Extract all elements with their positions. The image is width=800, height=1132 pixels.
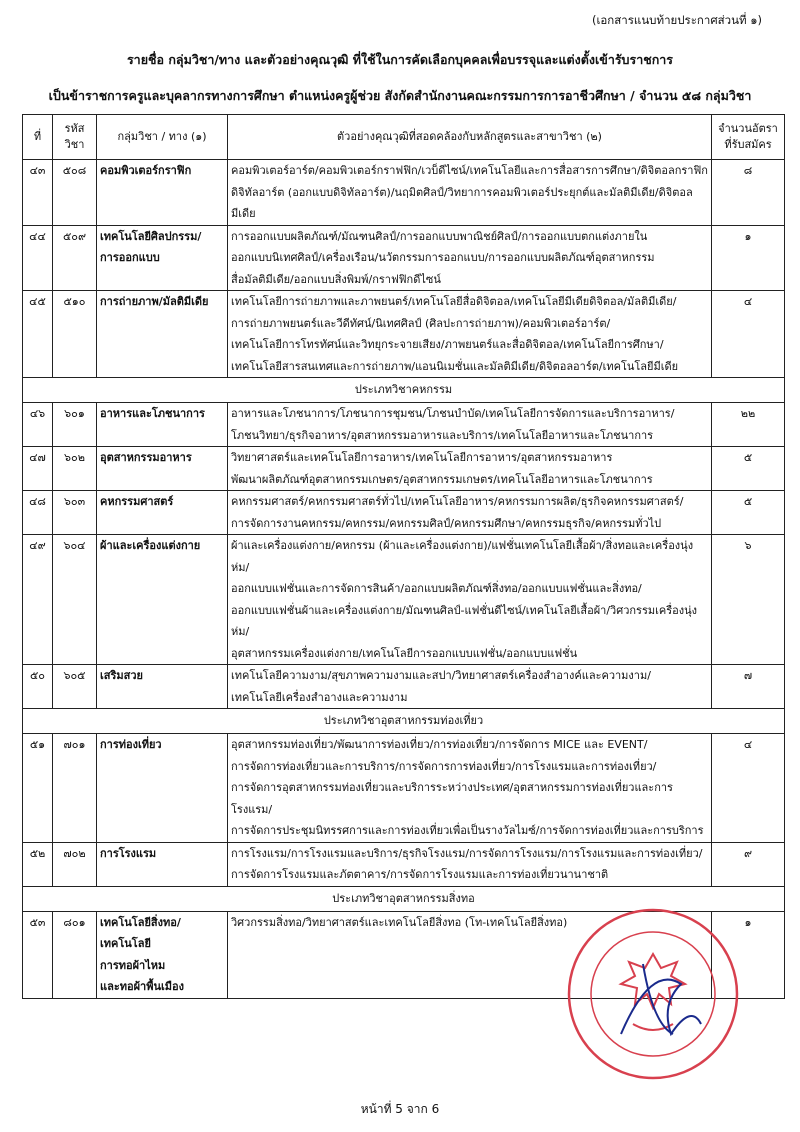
table-row — [23, 403, 785, 447]
row-number: ๔๓ — [23, 160, 53, 226]
row-number: ๔๘ — [23, 491, 53, 535]
subject-code: ๖๐๑ — [53, 403, 97, 447]
row-number: ๕๑ — [23, 734, 53, 843]
subject-code: ๗๐๑ — [53, 734, 97, 843]
subject-name: เสริมสวย — [97, 665, 228, 709]
section-heading: ประเภทวิชาอุตสาหกรรมสิ่งทอ — [23, 886, 785, 911]
qualifications: วิศวกรรมสิ่งทอ/วิทยาศาสตร์และเทคโนโลยีสิ่งทอ (โท-เทคโนโลยีสิ่งทอ) — [228, 911, 712, 998]
quota-count: ๗ — [712, 665, 785, 709]
subject-name: คหกรรมศาสตร์ — [97, 491, 228, 535]
subject-code: ๖๐๕ — [53, 665, 97, 709]
qualifications: อุตสาหกรรมท่องเที่ยว/พัฒนาการท่องเที่ยว/การท่องเที่ยว/การจัดการ MICE และ EVENT/ การจัดการท่องเที่ยวและการบริการ/การจัดการการท่องเที่ยว/การโรงแรมและการท่องเที่ยว/ การจัดการอุตสาหกรรมท่องเที่ยวและบริการระหว่างประเทศ/อุตสาหกรรมการท่องเที่ยวและการโรงแรม/ การจัดการประชุมนิทรรศการและการท่องเที่ยวเพื่อเป็นรางวัลไมซ์/การจัดการท่องเที่ยวและการบริการ — [228, 734, 712, 843]
official-seal — [563, 904, 743, 1084]
subject-code: ๕๐๘ — [53, 160, 97, 226]
quota-count: ๙ — [712, 842, 785, 886]
row-number: ๕๒ — [23, 842, 53, 886]
qualifications: ผ้าและเครื่องแต่งกาย/คหกรรม (ผ้าและเครื่องแต่งกาย)/แฟชั่นเทคโนโลยีเสื้อผ้า/สิ่งทอและเครื่องนุ่งห่ม/ ออกแบบแฟชั่นและการจัดการสินค้า/ออกแบบผลิตภัณฑ์สิ่งทอ/ออกแบบแฟชั่นและสิ่งทอ/ ออกแบบแฟชั่นผ้าและเครื่องแต่งกาย/มัณฑนศิลป์-แฟชั่นดีไซน์/เทคโนโลยีเสื้อผ้า/วิศวกรรมเครื่องนุ่งห่ม/ อุตสาหกรรมเครื่องแต่งกาย/เทคโนโลยีการออกแบบแฟชั่น/ออกแบบแฟชั่น — [228, 535, 712, 665]
quota-count: ๔ — [712, 734, 785, 843]
subject-code: ๖๐๒ — [53, 447, 97, 491]
qualifications: เทคโนโลยีความงาม/สุขภาพความงามและสปา/วิทยาศาสตร์เครื่องสำอางค์และความงาม/ เทคโนโลยีเครื่องสำอางและความงาม — [228, 665, 712, 709]
quota-count: ๑ — [712, 225, 785, 291]
section-heading: ประเภทวิชาคหกรรม — [23, 378, 785, 403]
row-number: ๕๓ — [23, 911, 53, 998]
row-number: ๔๖ — [23, 403, 53, 447]
subject-name: เทคโนโลยีสิ่งทอ/เทคโนโลยี การทอผ้าไหม และทอผ้าพื้นเมือง — [97, 911, 228, 998]
document-title-line-2: เป็นข้าราชการครูและบุคลากรทางการศึกษา ตำแหน่งครูผู้ช่วย สังกัดสำนักงานคณะกรรมการการอาชีวศึกษา / จำนวน ๕๘ กลุ่มวิชา — [48, 88, 752, 103]
table-row — [23, 842, 785, 886]
section-row — [23, 709, 785, 734]
subject-name: เทคโนโลยีศิลปกรรม/ การออกแบบ — [97, 225, 228, 291]
subject-code: ๕๐๙ — [53, 225, 97, 291]
quota-count: ๕ — [712, 447, 785, 491]
subject-table — [22, 114, 785, 999]
qualifications: วิทยาศาสตร์และเทคโนโลยีการอาหาร/เทคโนโลยีการอาหาร/อุตสาหกรรมอาหาร พัฒนาผลิตภัณฑ์อุตสาหกรรมเกษตร/อุตสาหกรรมเกษตร/เทคโนโลยีอาหารและโภชนาการ — [228, 447, 712, 491]
qualifications: คหกรรมศาสตร์/คหกรรมศาสตร์ทั่วไป/เทคโนโลยีอาหาร/คหกรรมการผลิต/ธุรกิจคหกรรมศาสตร์/ การจัดการงานคหกรรม/คหกรรม/คหกรรมศิลป์/คหกรรมศึกษา/คหกรรมธุรกิจ/คหกรรมทั่วไป — [228, 491, 712, 535]
qualifications: การออกแบบผลิตภัณฑ์/มัณฑนศิลป์/การออกแบบพาณิชย์ศิลป์/การออกแบบตกแต่งภายใน ออกแบบนิเทศศิลป์/เครื่องเรือน/นวัตกรรมการออกแบบ/การออกแบบผลิตภัณฑ์อุตสาหกรรม สื่อมัลติมีเดีย/ออกแบบสิ่งพิมพ์/กราฟฟิกดีไซน์ — [228, 225, 712, 291]
header-quota: จำนวนอัตรา ที่รับสมัคร — [712, 115, 785, 160]
qualifications: การโรงแรม/การโรงแรมและบริการ/ธุรกิจโรงแรม/การจัดการโรงแรม/การโรงแรมและการท่องเที่ยว/ การจัดการโรงแรมและภัตตาคาร/การจัดการโรงแรมและการท่องเที่ยวนานาชาติ — [228, 842, 712, 886]
row-number: ๔๔ — [23, 225, 53, 291]
row-number: ๔๙ — [23, 535, 53, 665]
subject-name: การท่องเที่ยว — [97, 734, 228, 843]
subject-name: อุตสาหกรรมอาหาร — [97, 447, 228, 491]
subject-code: ๕๑๐ — [53, 291, 97, 378]
qualifications: เทคโนโลยีการถ่ายภาพและภาพยนตร์/เทคโนโลยีสื่อดิจิตอล/เทคโนโลยีมีเดียดิจิตอล/มัลติมีเดีย/ การถ่ายภาพยนตร์และวีดีทัศน์/นิเทศศิลป์ (ศิลปะการถ่ายภาพ)/คอมพิวเตอร์อาร์ต/ เทคโนโลยีการโทรทัศน์และวิทยุกระจายเสียง/ภาพยนตร์และสื่อดิจิตอล/เทคโนโลยีการศึกษา/ เทคโนโลยีสารสนเทศและการถ่ายภาพ/แอนนิเมชั่นและมัลติมีเดีย/ดิจิตอลอาร์ต/เทคโนโลยีมีเดีย — [228, 291, 712, 378]
subject-name: การถ่ายภาพ/มัลติมีเดีย — [97, 291, 228, 378]
row-number: ๔๕ — [23, 291, 53, 378]
subject-name: ผ้าและเครื่องแต่งกาย — [97, 535, 228, 665]
attachment-note: (เอกสารแนบท้ายประกาศส่วนที่ ๑) — [591, 13, 762, 27]
qualifications: อาหารและโภชนาการ/โภชนาการชุมชน/โภชนบำบัด/เทคโนโลยีการจัดการและบริการอาหาร/ โภชนวิทยา/ธุรกิจอาหาร/อุตสาหกรรมอาหารและบริการ/เทคโนโลยีอาหารและโภชนาการ — [228, 403, 712, 447]
subject-code: ๗๐๒ — [53, 842, 97, 886]
subject-code: ๖๐๓ — [53, 491, 97, 535]
subject-code: ๘๐๑ — [53, 911, 97, 998]
table-row — [23, 734, 785, 843]
subject-name: คอมพิวเตอร์กราฟิก — [97, 160, 228, 226]
qualifications: คอมพิวเตอร์อาร์ต/คอมพิวเตอร์กราฟฟิก/เวบ็ดีไซน์/เทคโนโลยีและการสื่อสารการศึกษา/ดิจิตอลกราฟิก ดิจิทัลอาร์ต (ออกแบบดิจิทัลอาร์ต)/นฤมิตศิลป์/วิทยาการคอมพิวเตอร์ประยุกต์และมัลติมีเดีย/ดิจิตอลมีเดีย — [228, 160, 712, 226]
table-row — [23, 491, 785, 535]
row-number: ๕๐ — [23, 665, 53, 709]
quota-count: ๘ — [712, 160, 785, 226]
table-row — [23, 447, 785, 491]
quota-count: ๑ — [712, 911, 785, 998]
quota-count: ๕ — [712, 491, 785, 535]
header-subject: กลุ่มวิชา / ทาง (๑) — [97, 115, 228, 160]
subject-name: อาหารและโภชนาการ — [97, 403, 228, 447]
header-no: ที่ — [23, 115, 53, 160]
table-row — [23, 225, 785, 291]
row-number: ๔๗ — [23, 447, 53, 491]
quota-count: ๔ — [712, 291, 785, 378]
section-heading: ประเภทวิชาอุตสาหกรรมท่องเที่ยว — [23, 709, 785, 734]
table-row — [23, 291, 785, 378]
table-row — [23, 535, 785, 665]
document-title-line-1: รายชื่อ กลุ่มวิชา/ทาง และตัวอย่างคุณวุฒิ ที่ใช้ในการคัดเลือกบุคคลเพื่อบรรจุและแต่งตั้งเข้ารับราชการ — [126, 52, 674, 67]
section-row — [23, 378, 785, 403]
quota-count: ๖ — [712, 535, 785, 665]
table-row — [23, 665, 785, 709]
header-code: รหัสวิชา — [53, 115, 97, 160]
header-qualifications: ตัวอย่างคุณวุฒิที่สอดคล้องกับหลักสูตรและสาขาวิชา (๒) — [228, 115, 712, 160]
table-row — [23, 160, 785, 226]
page-footer: หน้าที่ 5 จาก 6 — [360, 1102, 440, 1116]
subject-name: การโรงแรม — [97, 842, 228, 886]
subject-code: ๖๐๔ — [53, 535, 97, 665]
table-header-row — [23, 115, 785, 160]
quota-count: ๒๒ — [712, 403, 785, 447]
